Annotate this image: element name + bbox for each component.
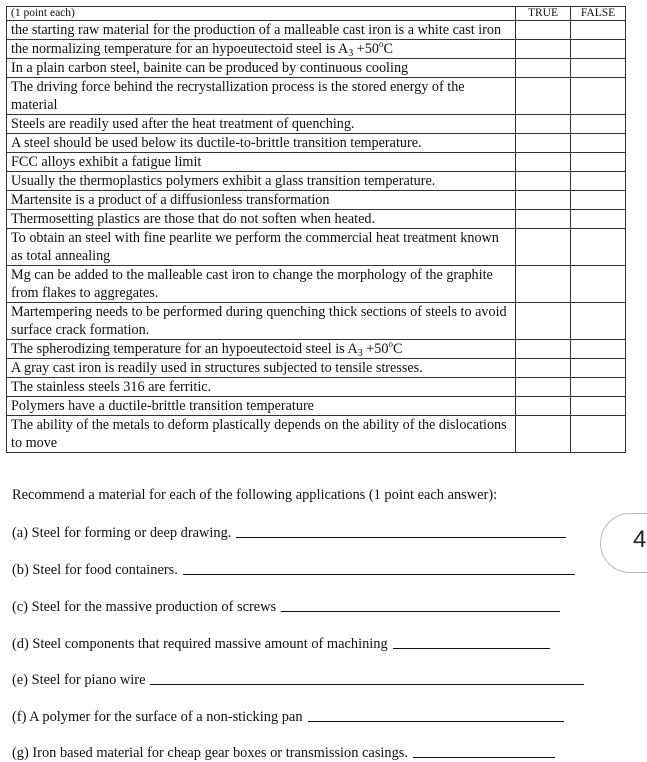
false-answer-cell[interactable] [571,59,626,78]
true-column-header: TRUE [516,7,571,21]
false-answer-cell[interactable] [571,397,626,416]
application-label: (a) Steel for forming or deep drawing. [12,525,232,541]
statement-cell: Mg can be added to the malleable cast iron to change the morphology of the graphite from flakes to aggregates. [7,266,516,303]
table-header-row [7,7,626,21]
true-answer-cell[interactable] [516,210,571,229]
false-answer-cell[interactable] [571,191,626,210]
application-item [12,562,575,579]
statement-part-sup: o [388,339,393,349]
statement-cell [7,340,516,359]
table-row [7,40,626,59]
table-row [7,115,626,134]
false-answer-cell[interactable] [571,21,626,40]
statement-cell: Polymers have a ductile-brittle transition temperature [7,397,516,416]
true-answer-cell[interactable] [516,115,571,134]
page-number: 4 [633,526,647,553]
page-number-tab [600,513,647,573]
table-row [7,210,626,229]
statement-part-sub: 3 [357,348,363,359]
true-answer-cell[interactable] [516,340,571,359]
answer-blank-line[interactable] [236,536,566,538]
false-answer-cell[interactable] [571,115,626,134]
application-item [12,745,555,762]
true-false-table [6,6,626,453]
application-label: (f) A polymer for the surface of a non-sticking pan [12,709,303,725]
statement-cell: A gray cast iron is readily used in structures subjected to tensile stresses. [7,359,516,378]
points-header: (1 point each) [7,7,516,21]
statement-cell: Martempering needs to be performed during quenching thick sections of steels to avoid surface crack formation. [7,303,516,340]
false-answer-cell[interactable] [571,78,626,115]
false-answer-cell[interactable] [571,266,626,303]
statement-part-mid: +50 [353,41,379,57]
true-answer-cell[interactable] [516,229,571,266]
statement-part-pre: The spherodizing temperature for an hypoeutectoid steel is A [11,341,358,357]
statement-part-post: C [392,341,403,357]
table-row [7,21,626,40]
false-answer-cell[interactable] [571,134,626,153]
table-row [7,59,626,78]
true-answer-cell[interactable] [516,191,571,210]
statement-cell: A steel should be used below its ductile-to-brittle transition temperature. [7,134,516,153]
true-answer-cell[interactable] [516,78,571,115]
application-label: (b) Steel for food containers. [12,562,178,578]
table-row [7,191,626,210]
application-item [12,672,584,689]
statement-cell [7,40,516,59]
true-answer-cell[interactable] [516,21,571,40]
answer-blank-line[interactable] [413,756,555,758]
false-answer-cell[interactable] [571,172,626,191]
application-item [12,599,560,616]
application-label: (d) Steel components that required massive amount of machining [12,636,388,652]
true-answer-cell[interactable] [516,59,571,78]
true-answer-cell[interactable] [516,359,571,378]
table-row [7,303,626,340]
table-row [7,153,626,172]
table-row [7,340,626,359]
false-answer-cell[interactable] [571,303,626,340]
false-answer-cell[interactable] [571,40,626,59]
true-answer-cell[interactable] [516,172,571,191]
statement-cell: the starting raw material for the production of a malleable cast iron is a white cast iron [7,21,516,40]
statement-cell: The driving force behind the recrystallization process is the stored energy of the material [7,78,516,115]
statement-cell: The stainless steels 316 are ferritic. [7,378,516,397]
false-answer-cell[interactable] [571,153,626,172]
false-answer-cell[interactable] [571,359,626,378]
statement-cell: In a plain carbon steel, bainite can be produced by continuous cooling [7,59,516,78]
statement-part-mid: +50 [362,341,389,357]
table-row [7,172,626,191]
answer-blank-line[interactable] [281,610,560,612]
false-answer-cell[interactable] [571,210,626,229]
application-label: (g) Iron based material for cheap gear boxes or transmission casings. [12,745,409,761]
statement-cell: FCC alloys exhibit a fatigue limit [7,153,516,172]
statement-cell: The ability of the metals to deform plastically depends on the ability of the dislocations to move [7,416,516,453]
table-row [7,397,626,416]
application-label: (e) Steel for piano wire [12,672,146,688]
application-item [12,636,550,653]
true-answer-cell[interactable] [516,40,571,59]
table-row [7,359,626,378]
table-row [7,78,626,115]
false-answer-cell[interactable] [571,229,626,266]
statement-cell: Steels are readily used after the heat treatment of quenching. [7,115,516,134]
statement-part-post: C [383,41,393,57]
answer-blank-line[interactable] [183,573,575,575]
statement-cell: To obtain an steel with fine pearlite we perform the commercial heat treatment known as total annealing [7,229,516,266]
table-row [7,378,626,397]
statement-part-sup: o [379,39,384,49]
statement-cell: Thermosetting plastics are those that do not soften when heated. [7,210,516,229]
table-row [7,229,626,266]
statement-cell: Usually the thermoplastics polymers exhibit a glass transition temperature. [7,172,516,191]
application-item [12,525,566,542]
false-answer-cell[interactable] [571,378,626,397]
false-answer-cell[interactable] [571,340,626,359]
answer-blank-line[interactable] [308,720,564,722]
table-row [7,134,626,153]
true-answer-cell[interactable] [516,378,571,397]
application-label: (c) Steel for the massive production of screws [12,599,277,615]
table-row [7,266,626,303]
statement-part-pre: the normalizing temperature for an hypoeutectoid steel is A [11,41,349,57]
answer-blank-line[interactable] [393,647,550,649]
application-item [12,709,564,726]
true-answer-cell[interactable] [516,266,571,303]
true-answer-cell[interactable] [516,416,571,453]
true-answer-cell[interactable] [516,134,571,153]
applications-intro: Recommend a material for each of the following applications (1 point each answer): [12,487,498,503]
true-answer-cell[interactable] [516,397,571,416]
statement-cell: Martensite is a product of a diffusionless transformation [7,191,516,210]
false-answer-cell[interactable] [571,416,626,453]
statement-part-sub: 3 [348,48,354,59]
answer-blank-line[interactable] [150,683,584,685]
true-answer-cell[interactable] [516,303,571,340]
true-answer-cell[interactable] [516,153,571,172]
false-column-header: FALSE [571,7,626,21]
table-row [7,416,626,453]
